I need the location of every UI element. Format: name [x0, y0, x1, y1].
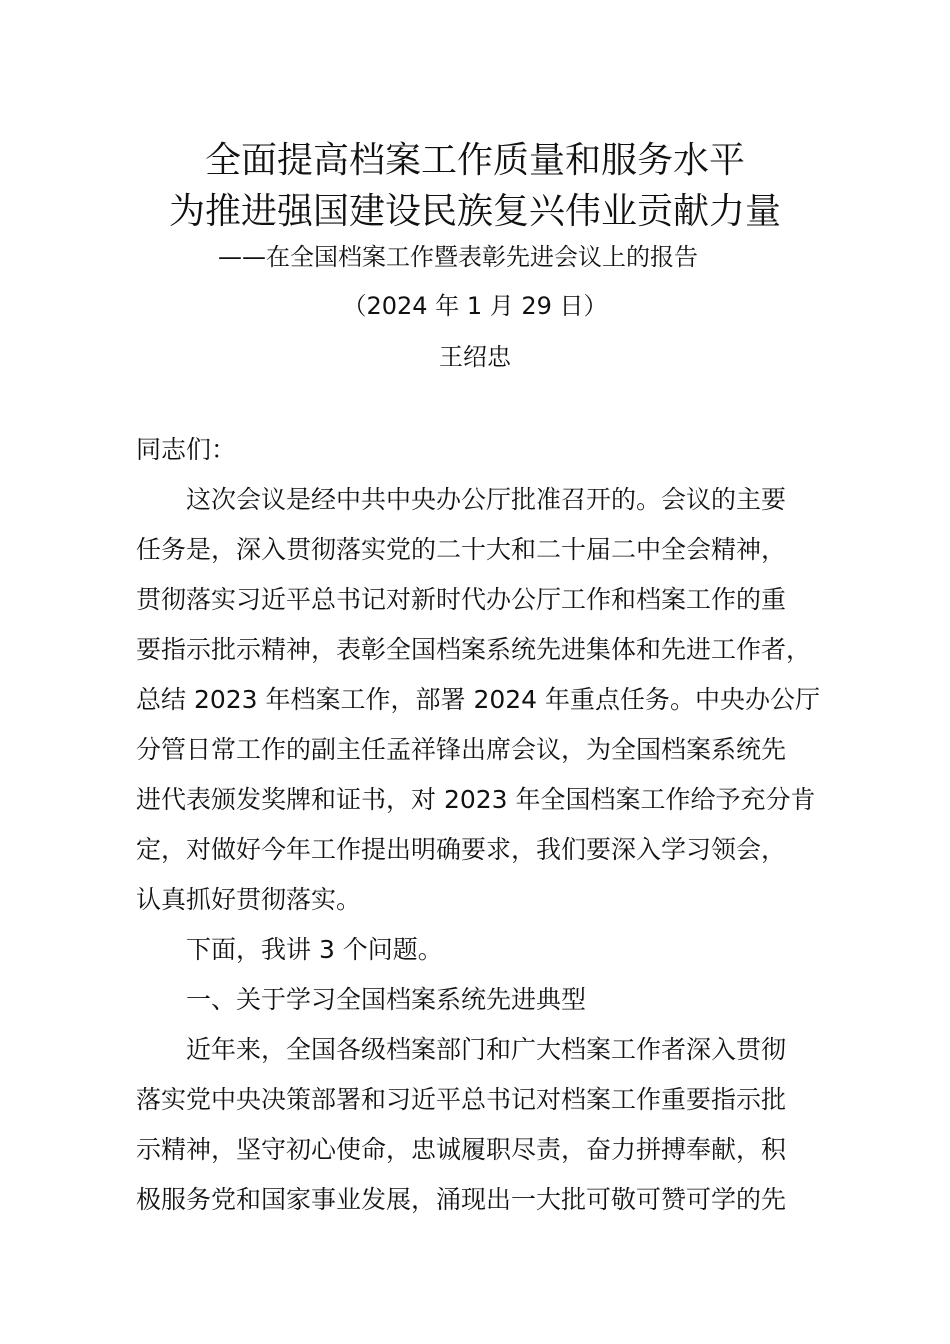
subtitle: ——在全国档案工作暨表彰先进会议上的报告 [218, 243, 698, 271]
paragraph-3 [136, 1025, 836, 1225]
paragraph-1 [136, 475, 836, 925]
paragraph-line: 示精神，坚守初心使命，忠诚履职尽责，奋力拼搏奉献，积 [136, 1135, 787, 1164]
author-name: 王绍忠 [439, 343, 511, 371]
report-date: （2024 年 1 月 29 日） [342, 292, 608, 320]
paragraph-line: 贯彻落实习近平总书记对新时代办公厅工作和档案工作的重 [136, 585, 787, 614]
paragraph-line: 进代表颁发奖牌和证书，对 2023 年全国档案工作给予充分肯 [136, 785, 816, 814]
paragraph-line: 总结 2023 年档案工作，部署 2024 年重点任务。中央办公厅 [136, 685, 821, 714]
paragraph-line: 近年来，全国各级档案部门和广大档案工作者深入贯彻 [136, 1035, 787, 1064]
paragraph-line: 任务是，深入贯彻落实党的二十大和二十届二中全会精神， [136, 535, 787, 564]
paragraph-2: 下面，我讲 3 个问题。 [136, 935, 443, 964]
paragraph-line: 要指示批示精神，表彰全国档案系统先进集体和先进工作者， [136, 635, 812, 664]
paragraph-line: 极服务党和国家事业发展，涌现出一大批可敬可赞可学的先 [136, 1185, 787, 1214]
paragraph-line: 定，对做好今年工作提出明确要求，我们要深入学习领会， [136, 835, 787, 864]
greeting: 同志们： [136, 435, 237, 464]
paragraph-line: 这次会议是经中共中央办公厅批准召开的。会议的主要 [136, 485, 787, 514]
title-line-1: 全面提高档案工作质量和服务水平 [204, 140, 745, 181]
paragraph-line: 分管日常工作的副主任孟祥锋出席会议，为全国档案系统先 [136, 735, 787, 764]
paragraph-line: 认真抓好贯彻落实。 [136, 885, 362, 914]
section-heading-1: 一、关于学习全国档案系统先进典型 [136, 985, 587, 1014]
paragraph-line: 落实党中央决策部署和习近平总书记对档案工作重要指示批 [136, 1085, 787, 1114]
title-line-2: 为推进强国建设民族复兴伟业贡献力量 [168, 191, 781, 232]
